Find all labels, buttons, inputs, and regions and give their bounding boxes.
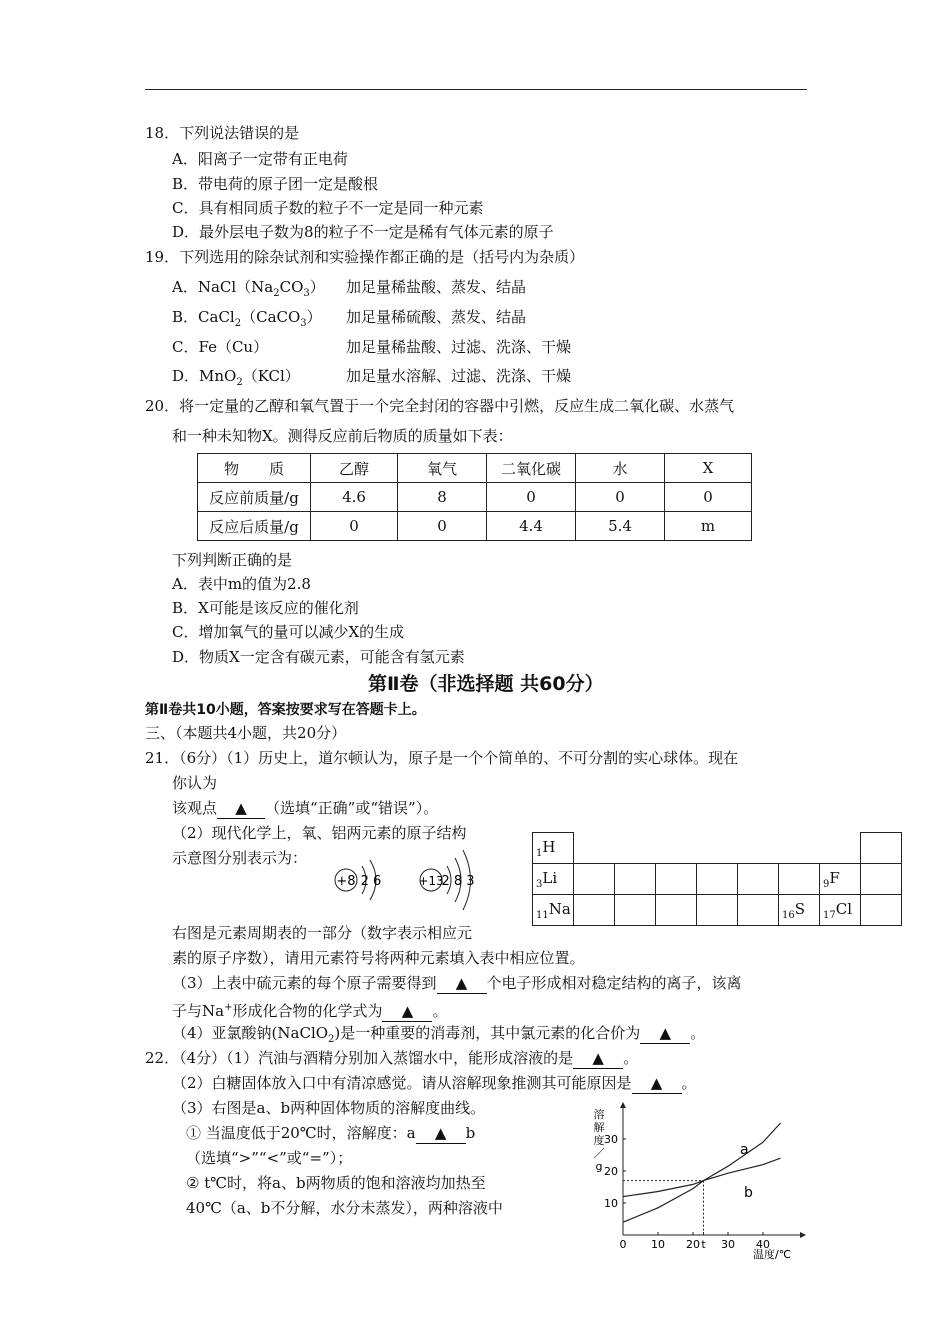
q20-stem-2: 和一种未知物X。测得反应前后物质的质量如下表： [172, 427, 513, 445]
table-cell: 8 [398, 483, 487, 512]
q19-option-b: B．CaCl$_2$（CaCO$_3$） [172, 308, 322, 329]
table-cell: 4.6 [311, 483, 398, 512]
pt-cell-empty [738, 864, 779, 895]
q21-line-5: 示意图分别表示为： [172, 849, 308, 867]
q21-line-7: 素的原子序数），请用元素符号将两种元素填入表中相应位置。 [172, 949, 585, 967]
x-axis-arrow [800, 1232, 806, 1238]
table-cell: 5.4 [576, 512, 665, 541]
pt-cell-s: $_{16}$S [779, 895, 820, 926]
table-cell: 反应后质量/g [198, 512, 311, 541]
series-line-b [623, 1158, 781, 1196]
q22-line-5: （选填“>”“<”或“=”）； [186, 1149, 353, 1167]
table-cell: 二氧化碳 [487, 454, 576, 483]
table-cell: 水 [576, 454, 665, 483]
pt-cell-empty [861, 864, 902, 895]
answer-blank: ▲ [640, 1023, 690, 1044]
table-cell: 0 [665, 483, 752, 512]
y-tick-label: 10 [604, 1197, 618, 1210]
table-cell: 0 [311, 512, 398, 541]
pt-empty [574, 833, 820, 864]
q21-line-3: 该观点 ▲ （选填“正确”或“错误”）。 [172, 799, 439, 817]
pt-cell-li: $_3$Li [533, 864, 574, 895]
pt-cell-f: $_9$F [820, 864, 861, 895]
x-tick-label: 10 [651, 1238, 665, 1251]
q19-option-b-op: 加足量稀硫酸、蒸发、结晶 [346, 308, 527, 326]
q20-option-c: C．增加氧气的量可以减少X的生成 [172, 623, 405, 641]
pt-cell-na: $_{11}$Na [533, 895, 574, 926]
pt-cell-empty [779, 864, 820, 895]
q18-option-c: C．具有相同质子数的粒子不一定是同一种元素 [172, 199, 484, 217]
y-tick-label: 20 [604, 1165, 618, 1178]
solubility-chart [585, 1100, 810, 1265]
y-label-char: ／ [593, 1147, 605, 1160]
pt-cell-empty [656, 864, 697, 895]
answer-blank: ▲ [437, 973, 487, 994]
q22-line-1: 22．（4分）（1）汽油与酒精分别加入蒸馏水中，能形成溶液的是 ▲ 。 [145, 1049, 639, 1067]
pt-cell-cl: $_{17}$Cl [820, 895, 861, 926]
part2-note: 第Ⅱ卷共10小题，答案按要求写在答题卡上。 [145, 702, 426, 718]
x-tick-label: 20 [686, 1238, 700, 1251]
pt-cell-empty [574, 864, 615, 895]
header-rule [145, 89, 807, 90]
q21-line-6: 右图是元素周期表的一部分（数字表示相应元 [172, 924, 473, 942]
oxygen-atom-diagram [335, 860, 381, 900]
table-row [198, 483, 752, 512]
aluminum-shells: 2 8 3 [441, 874, 475, 889]
y-label-char: 解 [593, 1121, 605, 1134]
y-label-char: 度 [593, 1134, 605, 1147]
q19-stem: 19．下列选用的除杂试剂和实验操作都正确的是（括号内为杂质） [145, 248, 585, 266]
q20-option-a: A．表中m的值为2.8 [172, 575, 311, 593]
pt-cell-empty [697, 864, 738, 895]
table-cell: 4.4 [487, 512, 576, 541]
q22-line-3: （3）右图是a、b两种固体物质的溶解度曲线。 [172, 1099, 486, 1117]
q21-line-2: 你认为 [172, 774, 218, 792]
table-cell: 乙醇 [311, 454, 398, 483]
oxygen-shells: 2 6 [360, 874, 382, 889]
answer-blank: ▲ [416, 1123, 466, 1144]
q19-option-c-op: 加足量稀盐酸、过滤、洗涤、干燥 [346, 338, 572, 356]
table-cell: X [665, 454, 752, 483]
table-header-row [198, 454, 752, 483]
answer-blank: ▲ [382, 1001, 432, 1022]
pt-cell-empty [861, 833, 902, 864]
q19-option-a-op: 加足量稀盐酸、蒸发、结晶 [346, 278, 527, 296]
x-axis-label: 温度/℃ [753, 1248, 792, 1261]
pt-cell-empty [615, 864, 656, 895]
pt-cell-empty [656, 895, 697, 926]
table-cell: 0 [398, 512, 487, 541]
q22-line-6: ② t℃时，将a、b两物质的饱和溶液均加热至 [186, 1174, 486, 1192]
table-cell: m [665, 512, 752, 541]
q20-option-d: D．物质X一定含有碳元素，可能含有氢元素 [172, 648, 465, 666]
q21-line-9: 子与Na+形成化合物的化学式为 ▲ 。 [172, 1002, 448, 1020]
q18-option-b: B．带电荷的原子团一定是酸根 [172, 175, 379, 193]
table-row [198, 512, 752, 541]
periodic-table [532, 832, 902, 926]
pt-cell-h: $_1$H [533, 833, 574, 864]
y-tick-label: 30 [604, 1133, 618, 1146]
q19-option-a: A．$NaCl(Na_2CO_3)$ [172, 278, 325, 299]
q20-stem-1: 20．将一定量的乙醇和氧气置于一个完全封闭的容器中引燃，反应生成二氧化碳、水蒸气 [145, 397, 735, 415]
pt-cell-empty [615, 895, 656, 926]
y-axis-label [594, 1107, 605, 1173]
table-cell: 氧气 [398, 454, 487, 483]
x-tick-label: 0 [619, 1238, 627, 1251]
q22-line-7: 40℃（a、b不分解，水分未蒸发），两种溶液中 [186, 1199, 503, 1217]
aluminum-atom-diagram [418, 850, 474, 910]
q21-line-10: （4）亚氯酸钠(NaClO$_2$)是一种重要的消毒剂，其中氯元素的化合价为 ▲ 。 [172, 1024, 706, 1045]
mass-table [197, 453, 752, 541]
aluminum-nucleus: +13 [418, 874, 444, 888]
q19-option-c: C．Fe（Cu） [172, 338, 269, 356]
answer-blank: ▲ [217, 798, 265, 819]
pt-cell-empty [574, 895, 615, 926]
atom-diagrams [330, 842, 480, 922]
series-label-b: b [744, 1185, 753, 1202]
table-cell: 反应前质量/g [198, 483, 311, 512]
pt-cell-empty [861, 895, 902, 926]
table-cell: 0 [576, 483, 665, 512]
y-label-char: g [595, 1160, 603, 1173]
x-tick-label: t [701, 1238, 706, 1251]
pt-cell-empty [697, 895, 738, 926]
q19-option-d-op: 加足量水溶解、过滤、洗涤、干燥 [346, 367, 572, 385]
q22-line-2: （2）白糖固体放入口中有清凉感觉。请从溶解现象推测其可能原因是 ▲ 。 [172, 1074, 697, 1092]
q18-option-a: A．阳离子一定带有正电荷 [172, 150, 348, 168]
x-tick-label: 40 [756, 1238, 770, 1251]
answer-blank: ▲ [573, 1048, 623, 1069]
pt-cell-empty [738, 895, 779, 926]
part2-title: 第Ⅱ卷（非选择题 共60分） [368, 673, 604, 695]
x-tick-label: 30 [721, 1238, 735, 1251]
q20-option-b: B．X可能是该反应的催化剂 [172, 599, 359, 617]
answer-blank: ▲ [632, 1073, 682, 1094]
q18-stem: 18．下列说法错误的是 [145, 124, 300, 142]
table-cell: 0 [487, 483, 576, 512]
oxygen-nucleus: +8 [336, 874, 356, 889]
q21-line-4: （2）现代化学上，氧、铝两元素的原子结构 [172, 824, 467, 842]
series-line-a [623, 1123, 781, 1222]
q21-line-1: 21．（6分）（1）历史上，道尔顿认为，原子是一个个简单的、不可分割的实心球体。现在 [145, 749, 739, 767]
table-cell: 物 质 [198, 454, 311, 483]
y-axis-arrow [620, 1102, 626, 1108]
q22-line-4: ① 当温度低于20℃时，溶解度：a ▲ b [186, 1124, 476, 1142]
q21-line-8: （3）上表中硫元素的每个原子需要得到 ▲ 个电子形成相对稳定结构的离子，该离 [172, 974, 742, 992]
pt-empty [820, 833, 861, 864]
y-label-char: 溶 [593, 1108, 605, 1121]
section-heading: 三、（本题共4小题，共20分） [145, 724, 347, 742]
q18-option-d: D．最外层电子数为8的粒子不一定是稀有气体元素的原子 [172, 223, 554, 241]
q20-prompt: 下列判断正确的是 [172, 551, 293, 569]
series-label-a: a [740, 1142, 749, 1159]
q19-option-d: D．MnO$_2$（KCl） [172, 367, 300, 388]
